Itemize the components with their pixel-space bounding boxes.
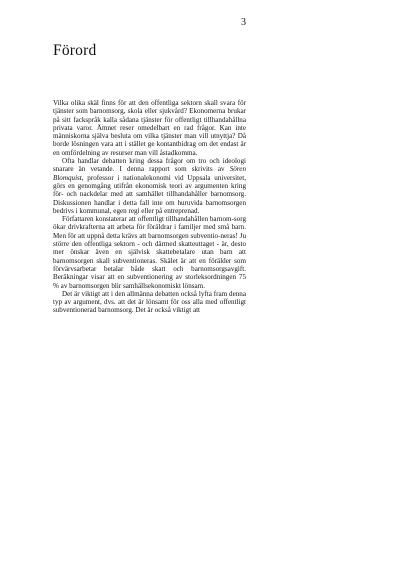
paragraph-1-text: Vilka olika skäl finns för att den offentliga sektorn skall svara för tjänster som barnomsorg, skola eller sjukvård? Ekonomerna brukar på sitt fackspråk kalla sådana tjänster för offentligt tillhandahållna privata varor. Ämnet reser omedelbart en rad frågor. Kan inte människorna själva besluta om vilka tjänster man vill utnyttja? Då borde lösningen vara att i stället ge kontantbidrag om det endast är en omfördelning av resurser man vill åstadkomma. [53,99,246,157]
page-number: 3 [241,17,246,28]
body-text [53,99,246,315]
paragraph-4-text: Det är viktigt att i den allmänna debatten också lyfta fram denna typ av argument, dvs. att det är lönsamt för oss alla med offentligt subventionerad barnomsorg. Det är också viktigt att [53,289,246,315]
paragraph-3-text: Författaren konstaterar att offentligt tillhandahållen barnom-sorg ökar drivkrafterna att arbeta för föräldrar i familjer med små barn. Men för att uppnå detta krävs att barnomsorgen subventio-neras! Ju större den offentliga sektorn - och därmed skatteuttaget - är, desto mer önskar även en självisk skattebetalare utan barn att barnomsorgen skall subventioneras. Skälet är att en förälder som förvärvsarbetar betalar både skatt och barnomsorgsavgift. Beräkningar visar att en subventionering av storleksordningen 75 % av barnomsorgen blir samhällsekonomiskt lönsam. [53,215,246,290]
author-name: Sören Blomquist [53,165,246,182]
paragraph-2-text-a: Ofta handlar debatten kring dessa frågor om tro och ideologi snarare än vetande. I denna rapport som skrivits av [53,157,246,174]
paragraph-3 [53,215,246,290]
paragraph-4 [53,290,246,315]
page-title: Förord [53,42,97,59]
paragraph-2 [53,157,246,215]
paragraph-1 [53,99,246,157]
paragraph-2-text-b: , professor i nationalekonomi vid Uppsala universitet, görs en genomgång utifrån ekonomisk teori av argumenten kring för- och nackdelar med att samhället tillhandahåller barnomsorg. Diskussionen handlar i detta fall inte om huruvida barnomsorgen bedrivs i kommunal, egen regi eller på entreprenad. [53,173,246,215]
